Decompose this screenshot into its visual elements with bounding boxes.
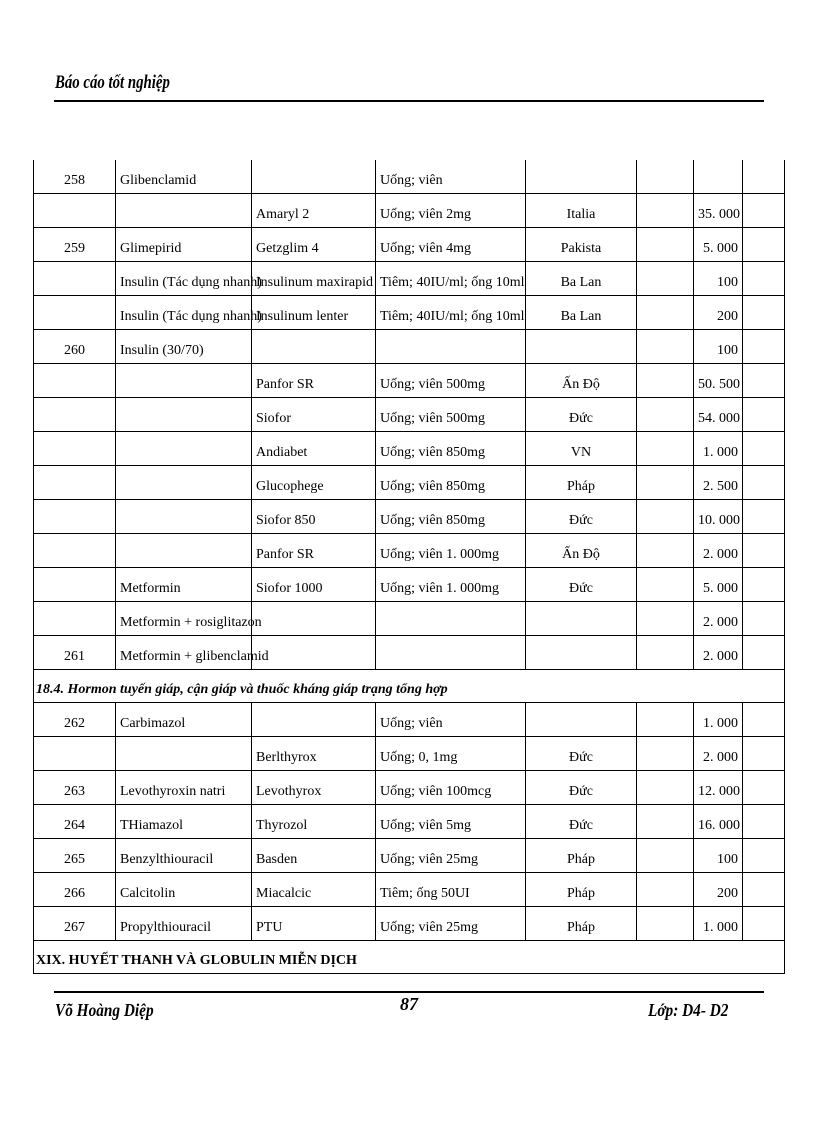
cell-blank <box>743 330 785 364</box>
cell-route: Uống; viên 25mg <box>376 839 526 873</box>
cell-extra <box>637 500 694 534</box>
cell-stt <box>34 398 116 432</box>
table-row <box>34 534 785 568</box>
cell-blank <box>743 296 785 330</box>
cell-blank <box>743 228 785 262</box>
cell-blank <box>743 602 785 636</box>
table-row <box>34 873 785 907</box>
cell-brand: Insulinum maxirapid <box>252 262 376 296</box>
table-row <box>34 432 785 466</box>
cell-name: Calcitolin <box>116 873 252 907</box>
cell-stt: 259 <box>34 228 116 262</box>
cell-qty: 1. 000 <box>694 703 743 737</box>
cell-brand <box>252 330 376 364</box>
cell-blank <box>743 805 785 839</box>
cell-country: Ấn Độ <box>526 534 637 568</box>
table-row <box>34 500 785 534</box>
cell-route: Tiêm; ống 50UI <box>376 873 526 907</box>
cell-brand: Panfor SR <box>252 534 376 568</box>
cell-country <box>526 636 637 670</box>
cell-qty: 5. 000 <box>694 568 743 602</box>
cell-country: Ba Lan <box>526 296 637 330</box>
cell-name <box>116 500 252 534</box>
cell-stt <box>34 602 116 636</box>
cell-route: Uống; viên <box>376 160 526 194</box>
cell-qty: 2. 000 <box>694 602 743 636</box>
cell-route: Uống; viên 500mg <box>376 398 526 432</box>
footer-rule <box>54 991 764 993</box>
cell-stt <box>34 534 116 568</box>
cell-country: Pháp <box>526 873 637 907</box>
header-rule <box>54 100 764 102</box>
cell-stt: 267 <box>34 907 116 941</box>
roman-section-title: XIX. HUYẾT THANH VÀ GLOBULIN MIỄN DỊCH <box>34 941 785 974</box>
cell-blank <box>743 703 785 737</box>
cell-qty: 200 <box>694 296 743 330</box>
cell-blank <box>743 534 785 568</box>
cell-extra <box>637 228 694 262</box>
cell-stt: 260 <box>34 330 116 364</box>
cell-extra <box>637 839 694 873</box>
cell-extra <box>637 364 694 398</box>
cell-qty: 54. 000 <box>694 398 743 432</box>
cell-stt: 263 <box>34 771 116 805</box>
table-row <box>34 330 785 364</box>
cell-route: Uống; viên <box>376 703 526 737</box>
cell-name <box>116 364 252 398</box>
table-row <box>34 160 785 194</box>
cell-qty: 2. 500 <box>694 466 743 500</box>
cell-brand: Levothyrox <box>252 771 376 805</box>
cell-name <box>116 466 252 500</box>
cell-extra <box>637 907 694 941</box>
cell-qty: 50. 500 <box>694 364 743 398</box>
cell-qty: 2. 000 <box>694 737 743 771</box>
cell-name: Propylthiouracil <box>116 907 252 941</box>
cell-name <box>116 737 252 771</box>
drug-table-body-1 <box>34 160 785 670</box>
cell-route <box>376 330 526 364</box>
cell-country: Ba Lan <box>526 262 637 296</box>
cell-route: Uống; viên 25mg <box>376 907 526 941</box>
cell-country: Pháp <box>526 907 637 941</box>
cell-stt <box>34 194 116 228</box>
cell-qty: 2. 000 <box>694 534 743 568</box>
cell-qty: 1. 000 <box>694 907 743 941</box>
cell-qty: 100 <box>694 330 743 364</box>
cell-country: Đức <box>526 568 637 602</box>
cell-extra <box>637 737 694 771</box>
table-row <box>34 364 785 398</box>
cell-brand <box>252 160 376 194</box>
cell-country: Pakista <box>526 228 637 262</box>
cell-route: Uống; viên 850mg <box>376 466 526 500</box>
table-row <box>34 737 785 771</box>
cell-route: Uống; viên 4mg <box>376 228 526 262</box>
cell-extra <box>637 296 694 330</box>
cell-name: Metformin <box>116 568 252 602</box>
cell-blank <box>743 398 785 432</box>
cell-brand <box>252 636 376 670</box>
table-row <box>34 839 785 873</box>
cell-name: Insulin (Tác dụng nhanh) <box>116 296 252 330</box>
cell-country: Đức <box>526 737 637 771</box>
cell-blank <box>743 568 785 602</box>
cell-brand: Insulinum lenter <box>252 296 376 330</box>
cell-brand: Siofor <box>252 398 376 432</box>
cell-country: Pháp <box>526 839 637 873</box>
cell-name: Metformin + rosiglitazon <box>116 602 252 636</box>
cell-name: Metformin + glibenclamid <box>116 636 252 670</box>
footer-class: Lớp: D4- D2 <box>648 1000 729 1020</box>
cell-blank <box>743 839 785 873</box>
table-row <box>34 771 785 805</box>
cell-extra <box>637 568 694 602</box>
table-row <box>34 466 785 500</box>
cell-country <box>526 330 637 364</box>
cell-route: Uống; viên 2mg <box>376 194 526 228</box>
cell-stt: 262 <box>34 703 116 737</box>
cell-country <box>526 602 637 636</box>
roman-section-row <box>34 941 785 974</box>
cell-route: Uống; viên 1. 000mg <box>376 534 526 568</box>
cell-stt: 265 <box>34 839 116 873</box>
cell-name <box>116 398 252 432</box>
cell-brand: Andiabet <box>252 432 376 466</box>
cell-route: Uống; viên 850mg <box>376 432 526 466</box>
footer-author: Võ Hoàng Diệp <box>55 1000 154 1020</box>
cell-name <box>116 432 252 466</box>
cell-country: VN <box>526 432 637 466</box>
cell-name <box>116 534 252 568</box>
cell-brand <box>252 703 376 737</box>
table-row <box>34 636 785 670</box>
cell-blank <box>743 432 785 466</box>
cell-route: Uống; 0, 1mg <box>376 737 526 771</box>
cell-name: Glimepirid <box>116 228 252 262</box>
cell-brand: Glucophege <box>252 466 376 500</box>
cell-stt <box>34 296 116 330</box>
cell-extra <box>637 636 694 670</box>
cell-qty: 5. 000 <box>694 228 743 262</box>
cell-extra <box>637 398 694 432</box>
cell-extra <box>637 602 694 636</box>
cell-qty: 200 <box>694 873 743 907</box>
cell-stt <box>34 466 116 500</box>
cell-name: Insulin (30/70) <box>116 330 252 364</box>
cell-name: Glibenclamid <box>116 160 252 194</box>
cell-extra <box>637 534 694 568</box>
cell-qty: 10. 000 <box>694 500 743 534</box>
cell-name: Insulin (Tác dụng nhanh) <box>116 262 252 296</box>
table-row <box>34 703 785 737</box>
table-row <box>34 602 785 636</box>
cell-country <box>526 703 637 737</box>
cell-stt <box>34 737 116 771</box>
cell-route: Uống; viên 5mg <box>376 805 526 839</box>
cell-route: Uống; viên 850mg <box>376 500 526 534</box>
cell-extra <box>637 703 694 737</box>
cell-brand <box>252 602 376 636</box>
cell-brand: Miacalcic <box>252 873 376 907</box>
cell-country: Đức <box>526 805 637 839</box>
cell-blank <box>743 262 785 296</box>
cell-country: Ấn Độ <box>526 364 637 398</box>
cell-country <box>526 160 637 194</box>
cell-qty: 1. 000 <box>694 432 743 466</box>
cell-name: Levothyroxin natri <box>116 771 252 805</box>
cell-stt: 266 <box>34 873 116 907</box>
cell-stt <box>34 568 116 602</box>
table-row <box>34 296 785 330</box>
cell-country: Đức <box>526 500 637 534</box>
cell-brand: Basden <box>252 839 376 873</box>
cell-qty: 100 <box>694 262 743 296</box>
cell-extra <box>637 194 694 228</box>
cell-blank <box>743 160 785 194</box>
drug-table-body-2 <box>34 703 785 941</box>
cell-extra <box>637 805 694 839</box>
cell-qty: 2. 000 <box>694 636 743 670</box>
table-row <box>34 805 785 839</box>
cell-blank <box>743 466 785 500</box>
cell-qty: 12. 000 <box>694 771 743 805</box>
cell-route <box>376 602 526 636</box>
drug-table <box>33 160 785 974</box>
cell-stt: 261 <box>34 636 116 670</box>
cell-qty: 35. 000 <box>694 194 743 228</box>
cell-stt <box>34 432 116 466</box>
cell-extra <box>637 771 694 805</box>
cell-brand: PTU <box>252 907 376 941</box>
cell-route: Uống; viên 100mcg <box>376 771 526 805</box>
section-title: 18.4. Hormon tuyến giáp, cận giáp và thuốc kháng giáp trạng tổng hợp <box>34 670 785 703</box>
cell-route: Tiêm; 40IU/ml; ống 10ml <box>376 262 526 296</box>
page-header-title: Báo cáo tốt nghiệp <box>55 72 170 93</box>
cell-brand: Getzglim 4 <box>252 228 376 262</box>
cell-blank <box>743 737 785 771</box>
cell-country: Italia <box>526 194 637 228</box>
cell-extra <box>637 160 694 194</box>
cell-stt <box>34 262 116 296</box>
cell-brand: Amaryl 2 <box>252 194 376 228</box>
cell-name <box>116 194 252 228</box>
table-row <box>34 398 785 432</box>
cell-extra <box>637 262 694 296</box>
cell-qty <box>694 160 743 194</box>
cell-stt <box>34 364 116 398</box>
cell-brand: Berlthyrox <box>252 737 376 771</box>
cell-qty: 16. 000 <box>694 805 743 839</box>
cell-blank <box>743 873 785 907</box>
cell-extra <box>637 432 694 466</box>
cell-extra <box>637 330 694 364</box>
cell-country: Đức <box>526 398 637 432</box>
cell-stt: 258 <box>34 160 116 194</box>
page-number: 87 <box>400 994 418 1014</box>
cell-extra <box>637 873 694 907</box>
cell-country: Pháp <box>526 466 637 500</box>
cell-stt: 264 <box>34 805 116 839</box>
cell-brand: Siofor 850 <box>252 500 376 534</box>
cell-name: Benzylthiouracil <box>116 839 252 873</box>
cell-name: THiamazol <box>116 805 252 839</box>
table-row <box>34 568 785 602</box>
cell-blank <box>743 907 785 941</box>
table-row <box>34 194 785 228</box>
cell-route <box>376 636 526 670</box>
section-row <box>34 670 785 703</box>
cell-blank <box>743 500 785 534</box>
cell-route: Uống; viên 500mg <box>376 364 526 398</box>
table-row <box>34 907 785 941</box>
cell-brand: Panfor SR <box>252 364 376 398</box>
cell-blank <box>743 771 785 805</box>
cell-extra <box>637 466 694 500</box>
cell-route: Uống; viên 1. 000mg <box>376 568 526 602</box>
cell-name: Carbimazol <box>116 703 252 737</box>
table-row <box>34 262 785 296</box>
cell-stt <box>34 500 116 534</box>
cell-route: Tiêm; 40IU/ml; ống 10ml <box>376 296 526 330</box>
cell-blank <box>743 364 785 398</box>
cell-brand: Siofor 1000 <box>252 568 376 602</box>
cell-brand: Thyrozol <box>252 805 376 839</box>
cell-blank <box>743 636 785 670</box>
cell-blank <box>743 194 785 228</box>
table-row <box>34 228 785 262</box>
cell-qty: 100 <box>694 839 743 873</box>
cell-country: Đức <box>526 771 637 805</box>
